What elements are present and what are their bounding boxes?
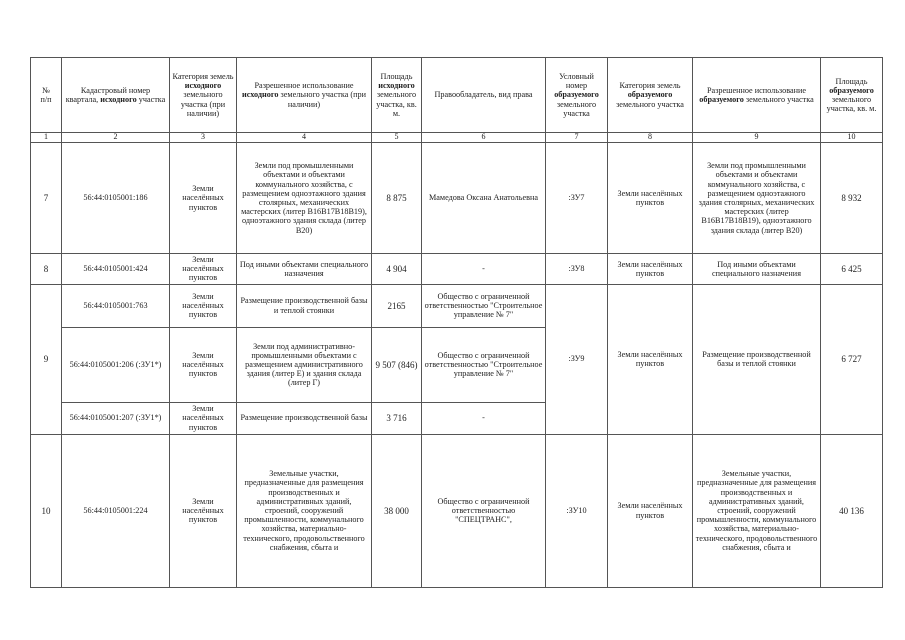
conditional-number: :ЗУ8: [546, 254, 608, 285]
owner: -: [422, 402, 546, 434]
new-permitted-use: Размещение производственной базы и теплой стоянки: [693, 284, 821, 434]
row-number: 10: [31, 434, 62, 587]
land-category: Земли населённых пунктов: [170, 327, 237, 402]
new-plot-area: 40 136: [821, 434, 883, 587]
new-land-category: Земли населённых пунктов: [608, 434, 693, 587]
col-number: 7: [546, 133, 608, 143]
cadastral-number: 56:44:0105001:224: [62, 434, 170, 587]
new-land-category: Земли населённых пунктов: [608, 143, 693, 254]
plot-area: 3 716: [372, 402, 422, 434]
cadastral-number: 56:44:0105001:207 (:ЗУ1*): [62, 402, 170, 434]
new-permitted-use: Земли под промышленными объектами и объектами коммунального хозяйства, с размещением одноэтажного здания столярных, механических мастерских (литер В16В17В18В19), одноэтажного здания склада (литер В20): [693, 143, 821, 254]
table-row: [31, 254, 883, 285]
plot-area: 9 507 (846): [372, 327, 422, 402]
permitted-use: Размещение производственной базы и теплой стоянки: [237, 284, 372, 327]
land-category: Земли населённых пунктов: [170, 284, 237, 327]
col-number: 9: [693, 133, 821, 143]
owner: -: [422, 254, 546, 285]
owner: Общество с ограниченной ответственностью "Строительное управление № 7": [422, 284, 546, 327]
land-category: Земли населённых пунктов: [170, 434, 237, 587]
col-number: 1: [31, 133, 62, 143]
col-number: 10: [821, 133, 883, 143]
cadastral-number: 56:44:0105001:206 (:ЗУ1*): [62, 327, 170, 402]
header-use-src: Разрешенное использование исходного земельного участка (при наличии): [237, 58, 372, 133]
plot-area: 8 875: [372, 143, 422, 254]
owner: Общество с ограниченной ответственностью "СПЕЦТРАНС",: [422, 434, 546, 587]
land-category: Земли населённых пунктов: [170, 402, 237, 434]
header-row: [31, 58, 883, 133]
header-area-new: Площадь образуемого земельного участка, кв. м.: [821, 58, 883, 133]
permitted-use: Земли под промышленными объектами и объектами коммунального хозяйства, с размещением одноэтажного здания столярных, механических мастерских (литер В16В17В18В19), одноэтажного здания склада (литер В20): [237, 143, 372, 254]
land-plots-table: [30, 57, 883, 588]
owner: Общество с ограниченной ответственностью "Строительное управление № 7": [422, 327, 546, 402]
conditional-number: :ЗУ9: [546, 284, 608, 434]
cadastral-number: 56:44:0105001:763: [62, 284, 170, 327]
new-plot-area: 6 425: [821, 254, 883, 285]
table-row: [31, 434, 883, 587]
plot-area: 2165: [372, 284, 422, 327]
plot-area: 38 000: [372, 434, 422, 587]
col-number: 6: [422, 133, 546, 143]
permitted-use: Под иными объектами специального назначения: [237, 254, 372, 285]
new-land-category: Земли населённых пунктов: [608, 284, 693, 434]
header-area-src: Площадь исходного земельного участка, кв. м.: [372, 58, 422, 133]
row-number: 7: [31, 143, 62, 254]
permitted-use: Размещение производственной базы: [237, 402, 372, 434]
new-plot-area: 6 727: [821, 284, 883, 434]
col-number: 2: [62, 133, 170, 143]
col-number: 5: [372, 133, 422, 143]
row-number: 9: [31, 284, 62, 434]
header-category-new: Категория земель образуемого земельного участка: [608, 58, 693, 133]
owner: Мамедова Оксана Анатольевна: [422, 143, 546, 254]
permitted-use: Земельные участки, предназначенные для размещения производственных и административных зданий, строений, сооружений промышленности, коммунального хозяйства, материально-технического, продовольственного снабжения, сбыта и: [237, 434, 372, 587]
cadastral-number: 56:44:0105001:424: [62, 254, 170, 285]
header-use-new: Разрешенное использование образуемого земельного участка: [693, 58, 821, 133]
land-category: Земли населённых пунктов: [170, 254, 237, 285]
conditional-number: :ЗУ7: [546, 143, 608, 254]
land-category: Земли населённых пунктов: [170, 143, 237, 254]
cadastral-number: 56:44:0105001:186: [62, 143, 170, 254]
col-number: 4: [237, 133, 372, 143]
new-land-category: Земли населённых пунктов: [608, 254, 693, 285]
header-owner: Правообладатель, вид права: [422, 58, 546, 133]
header-cadastral: Кадастровый номер квартала, исходного участка: [62, 58, 170, 133]
plot-area: 4 904: [372, 254, 422, 285]
column-number-row: [31, 133, 883, 143]
permitted-use: Земли под административно-промышленными объектами с размещением административного здания (литер Е) и здания склада (литер Г): [237, 327, 372, 402]
new-permitted-use: Под иными объектами специального назначения: [693, 254, 821, 285]
conditional-number: :ЗУ10: [546, 434, 608, 587]
table-row: [31, 284, 883, 327]
row-number: 8: [31, 254, 62, 285]
new-plot-area: 8 932: [821, 143, 883, 254]
header-num: № п/п: [31, 58, 62, 133]
table-row: [31, 143, 883, 254]
col-number: 3: [170, 133, 237, 143]
header-cond-num: Условный номер образуемого земельного участка: [546, 58, 608, 133]
new-permitted-use: Земельные участки, предназначенные для размещения производственных и административных зданий, строений, сооружений промышленности, коммунального хозяйства, материально-технического, продовольственного снабжения, сбыта и: [693, 434, 821, 587]
header-category-src: Категория земель исходного земельного участка (при наличии): [170, 58, 237, 133]
col-number: 8: [608, 133, 693, 143]
